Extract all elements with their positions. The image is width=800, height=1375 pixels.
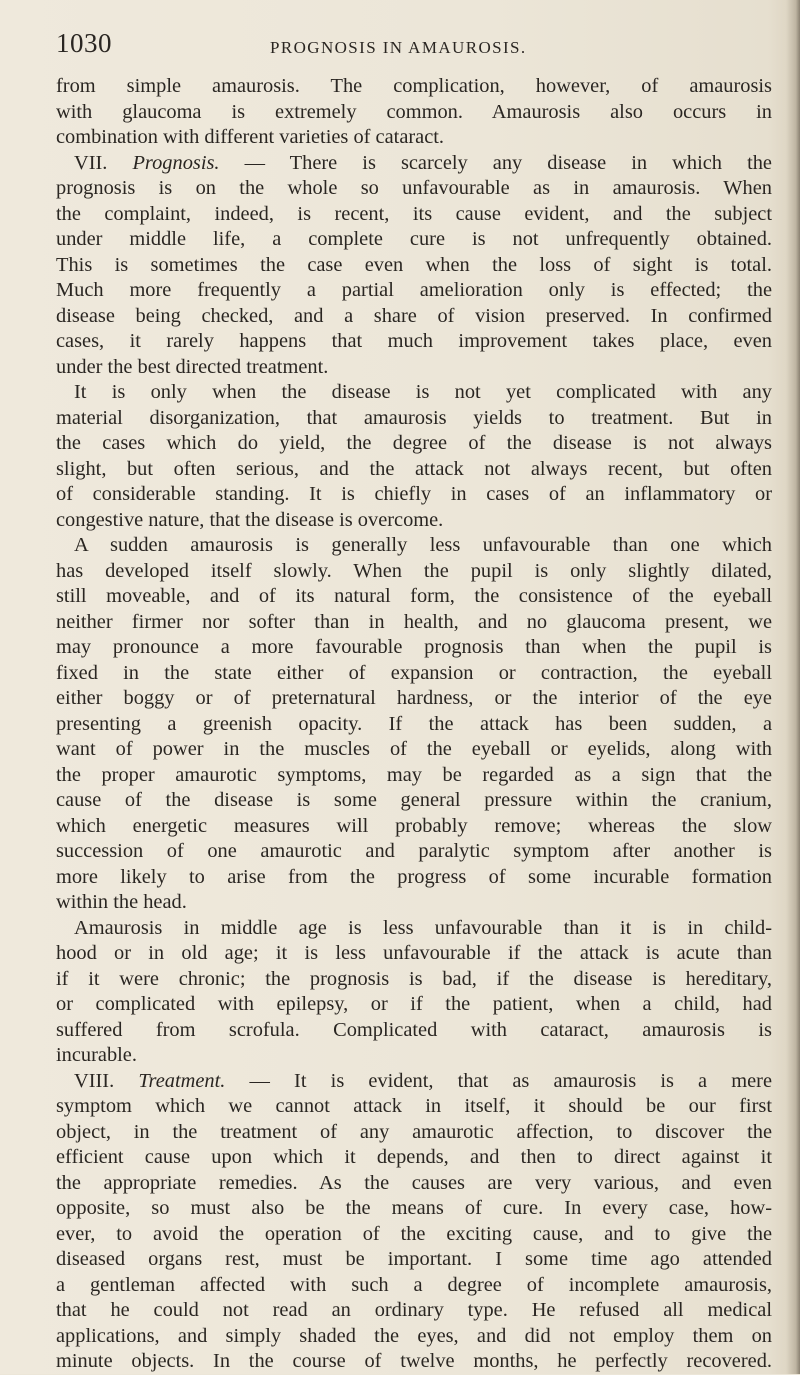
text-line: object, in the treatment of any amaurotic affection, to discover the xyxy=(56,1120,772,1143)
text-line: cause of the disease is some general pressure within the cranium, xyxy=(56,789,772,811)
text-line: succession of one amaurotic and paralytic symptom after another is xyxy=(56,840,772,862)
text-line: either boggy or of preternatural hardness, or the interior of the eye xyxy=(56,687,772,709)
body-text xyxy=(56,74,772,1375)
text-line: Much more frequently a partial amelioration only is effected; the xyxy=(56,279,772,301)
text-line: hood or in old age; it is less unfavourable if the attack is acute than xyxy=(56,942,772,964)
page-header xyxy=(56,28,776,64)
text-line: disease being checked, and a share of vision preserved. In confirmed xyxy=(56,304,772,327)
text-line: efficient cause upon which it depends, and then to direct against it xyxy=(56,1146,772,1168)
text-line: combination with different varieties of cataract. xyxy=(56,126,445,148)
text-line: under middle life, a complete cure is not unfrequently obtained. xyxy=(56,228,772,250)
text-line: opposite, so must also be the means of cure. In every case, how- xyxy=(56,1197,772,1219)
text-line: of considerable standing. It is chiefly in cases of an inflammatory or xyxy=(56,483,772,505)
text-line: slight, but often serious, and the attack not always recent, but often xyxy=(56,457,772,480)
text-line: the cases which do yield, the degree of the disease is not always xyxy=(56,432,772,454)
text-line: ever, to avoid the operation of the exciting cause, and to give the xyxy=(56,1222,772,1245)
page-number: 1030 xyxy=(56,28,112,58)
text-line: fixed in the state either of expansion or contraction, the eyeball xyxy=(56,661,772,684)
text-line: under the best directed treatment. xyxy=(56,355,329,378)
text-line: which energetic measures will probably remove; whereas the slow xyxy=(56,814,772,837)
text-line: Amaurosis in middle age is less unfavourable than it is in child- xyxy=(74,916,772,939)
text-line: more likely to arise from the progress of some incurable formation xyxy=(56,865,772,888)
text-line: minute objects. In the course of twelve months, he perfectly recovered. xyxy=(56,1350,772,1372)
section-heading-line: VIII. Treatment. — It is evident, that as amaurosis is a mere xyxy=(74,1069,772,1092)
text-line: cases, it rarely happens that much improvement takes place, even xyxy=(56,330,772,352)
text-line: suffered from scrofula. Complicated with cataract, amaurosis is xyxy=(56,1018,772,1041)
text-line: the complaint, indeed, is recent, its cause evident, and the subject xyxy=(56,202,772,225)
text-line: A sudden amaurosis is generally less unfavourable than one which xyxy=(74,534,772,556)
text-line: neither firmer nor softer than in health, and no glaucoma present, we xyxy=(56,610,772,633)
text-line: want of power in the muscles of the eyeball or eyelids, along with xyxy=(56,738,772,760)
text-line: symptom which we cannot attack in itself, it should be our first xyxy=(56,1095,772,1117)
text-line: material disorganization, that amaurosis yields to treatment. But in xyxy=(56,406,772,429)
text-line: has developed itself slowly. When the pupil is only slightly dilated, xyxy=(56,559,772,582)
text-line: if it were chronic; the prognosis is bad, if the disease is hereditary, xyxy=(56,967,772,990)
text-line: that he could not read an ordinary type. He refused all medical xyxy=(56,1299,772,1321)
text-line: incurable. xyxy=(56,1044,137,1066)
page-edge-shadow xyxy=(786,0,800,1374)
text-line: or complicated with epilepsy, or if the patient, when a child, had xyxy=(56,993,772,1015)
text-line: the proper amaurotic symptoms, may be regarded as a sign that the xyxy=(56,763,772,786)
text-line: from simple amaurosis. The complication, however, of amaurosis xyxy=(56,75,772,97)
text-line: presenting a greenish opacity. If the attack has been sudden, a xyxy=(56,712,772,735)
text-line: applications, and simply shaded the eyes, and did not employ them on xyxy=(56,1324,772,1347)
text-line: may pronounce a more favourable prognosis than when the pupil is xyxy=(56,636,772,658)
text-line: still moveable, and of its natural form, the consistence of the eyeball xyxy=(56,585,772,607)
text-line: congestive nature, that the disease is overcome. xyxy=(56,508,444,531)
text-line: It is only when the disease is not yet complicated with any xyxy=(74,381,772,403)
text-line: with glaucoma is extremely common. Amaurosis also occurs in xyxy=(56,100,772,123)
text-line: prognosis is on the whole so unfavourable as in amaurosis. When xyxy=(56,177,772,199)
text-line: within the head. xyxy=(56,891,187,913)
text-line: This is sometimes the case even when the loss of sight is total. xyxy=(56,253,772,276)
text-line: diseased organs rest, must be important. I some time ago attended xyxy=(56,1248,772,1270)
text-line: the appropriate remedies. As the causes are very various, and even xyxy=(56,1171,772,1194)
text-line: a gentleman affected with such a degree of incomplete amaurosis, xyxy=(56,1273,772,1296)
running-head: PROGNOSIS IN AMAUROSIS. xyxy=(270,38,527,57)
section-heading-line: VII. Prognosis. — There is scarcely any disease in which the xyxy=(74,151,772,174)
